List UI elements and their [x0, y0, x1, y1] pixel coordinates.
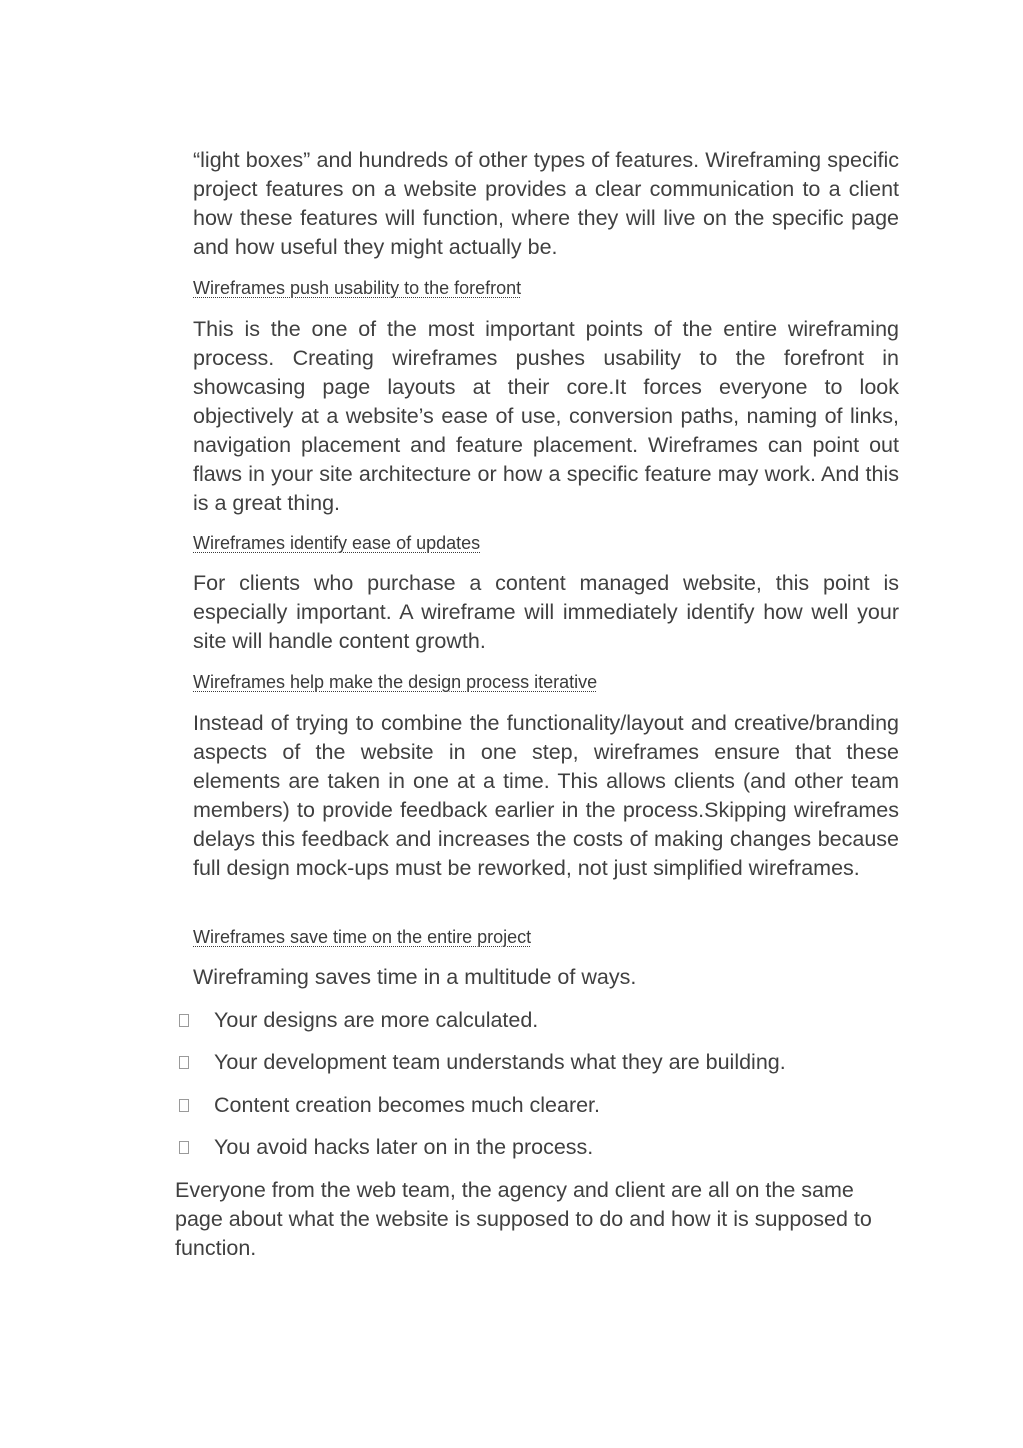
bullet-box-icon [179, 1099, 189, 1112]
paragraph-save-time-intro: Wireframing saves time in a multitude of ways. [193, 965, 637, 989]
paragraph-closing: Everyone from the web team, the agency and client are all on the same page about what the website is supposed to do and how it is supposed to function. [175, 1178, 872, 1260]
list-item-text: Your development team understands what they are building. [214, 1050, 786, 1074]
heading-updates: Wireframes identify ease of updates [193, 533, 481, 553]
bullet-box-icon [179, 1014, 189, 1027]
bullet-box-icon [179, 1056, 189, 1069]
paragraph-updates: For clients who purchase a content managed website, this point is especially important. A wireframe will immediately identify how well your site will handle content growth. [193, 571, 899, 653]
heading-save-time: Wireframes save time on the entire project [193, 927, 532, 947]
paragraph-usability: This is the one of the most important points of the entire wireframing process. Creating wireframes pushes usability to the forefront in showcasing page layouts at their core.It forces everyone to look objectively at a website’s ease of use, conversion paths, naming of links, navigation placement and feature placement. Wireframes can point out flaws in your site architecture or how a specific feature may work. And this is a great thing. [193, 317, 899, 515]
list-item-text: You avoid hacks later on in the process. [214, 1135, 594, 1159]
bullet-box-icon [179, 1141, 189, 1154]
paragraph-iterative: Instead of trying to combine the functionality/layout and creative/branding aspects of the website in one step, wireframes ensure that these elements are taken in one at a time. This allows clients (and other team members) to provide feedback earlier in the process.Skipping wireframes delays this feedback and increases the costs of making changes because full design mock-ups must be reworked, not just simplified wireframes. [193, 711, 899, 880]
list-item-text: Content creation becomes much clearer. [214, 1093, 601, 1117]
paragraph-features: “light boxes” and hundreds of other types of features. Wireframing specific project features on a website provides a clear communication to a client how these features will function, where they will live on the specific page and how useful they might actually be. [193, 148, 899, 259]
heading-iterative: Wireframes help make the design process iterative [193, 672, 598, 692]
heading-usability: Wireframes push usability to the forefront [193, 278, 522, 298]
list-item-text: Your designs are more calculated. [214, 1008, 539, 1032]
